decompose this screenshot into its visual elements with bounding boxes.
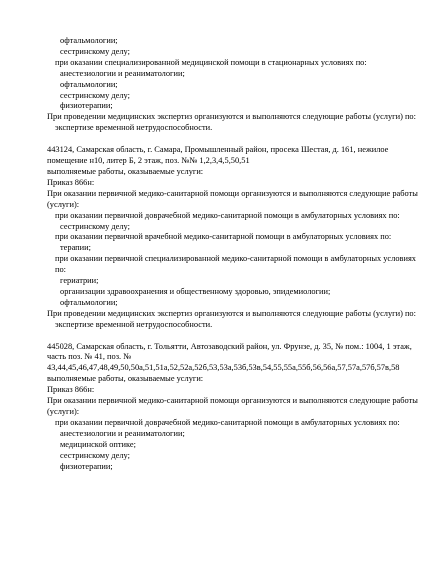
text-line: при оказании специализированной медицинской помощи в стационарных условиях по: (55, 57, 367, 67)
text-line: при оказании первичной специализированной медико-санитарной помощи в амбулаторных условиях по: (55, 254, 416, 275)
text-line: 443124, Самарская область, г. Самара, Промышленный район, просека Шестая, д. 161, нежилое помещение н10, литер Б, 2 этаж, поз. №№ 1,2,3,4,5,50,51 (47, 145, 389, 166)
text-line: сестринскому делу; (60, 46, 130, 56)
section-gap (47, 134, 419, 145)
text-line: организации здравоохранения и общественному здоровью, эпидемиологии; (60, 286, 331, 296)
text-line: офтальмологии; (60, 36, 118, 45)
document-section (47, 342, 419, 473)
text-line: офтальмологии; (60, 79, 118, 89)
text-line: при оказании первичной доврачебной медико-санитарной помощи в амбулаторных условиях по: (55, 210, 400, 220)
text-line: выполняемые работы, оказываемые услуги: (47, 166, 204, 176)
document-section (47, 145, 419, 330)
text-line: при оказании первичной врачебной медико-санитарной помощи в амбулаторных условиях по: (55, 232, 392, 242)
text-line: анестезиологии и реаниматологии; (60, 428, 185, 438)
text-line: При проведении медицинских экспертиз организуются и выполняются следующие работы (услуги) по: (47, 112, 416, 122)
text-line: физиотерапии; (60, 101, 113, 111)
text-line: выполняемые работы, оказываемые услуги: (47, 374, 204, 384)
section-gap (47, 331, 419, 342)
text-line: экспертизе временной нетрудоспособности. (55, 123, 213, 133)
text-line: Приказ 866н: (47, 177, 95, 187)
text-line: экспертизе временной нетрудоспособности. (55, 319, 213, 329)
text-line: При проведении медицинских экспертиз организуются и выполняются следующие работы (услуги) по: (47, 308, 416, 318)
document-body (47, 36, 419, 472)
text-line: При оказании первичной медико-санитарной помощи организуются и выполняются следующие работы (услуги): (47, 396, 418, 416)
text-line: 445028, Самарская область, г. Тольятти, Автозаводский район, ул. Фрунзе, д. 35, № пом.: 1004, 1 этаж, часть поз. № 41, поз. № 43,44,45,46,47,48,49,50,50а,51,51а,52,52а,52б,53,53а,53б,53в,54,55,55а,55б,56,56а,57,57а,57б,57в,58 (47, 341, 412, 373)
text-line: офтальмологии; (60, 297, 118, 307)
text-line: Приказ 866н: (47, 385, 95, 395)
text-line: анестезиологии и реаниматологии; (60, 68, 185, 78)
text-line: при оказании первичной доврачебной медико-санитарной помощи в амбулаторных условиях по: (55, 417, 400, 427)
text-line: терапии; (60, 243, 91, 253)
text-line: При оказании первичной медико-санитарной помощи организуются и выполняются следующие работы (услуги): (47, 188, 418, 209)
text-line: сестринскому делу; (60, 450, 130, 460)
text-line: гериатрии; (60, 276, 99, 286)
text-line: физиотерапии; (60, 461, 113, 471)
document-section (47, 36, 419, 134)
text-line: медицинской оптике; (60, 439, 136, 449)
text-line: сестринскому делу; (60, 90, 130, 100)
text-line: сестринскому делу; (60, 221, 130, 231)
